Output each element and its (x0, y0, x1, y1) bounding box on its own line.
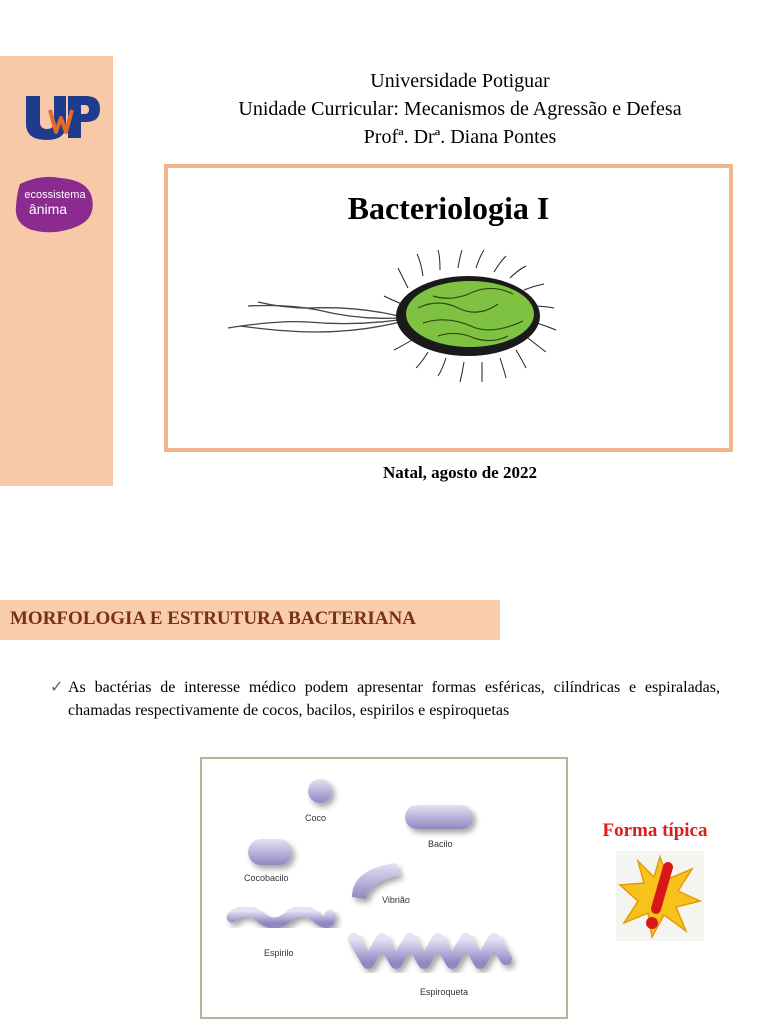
bullet-item (50, 676, 720, 722)
cocobacilo-shape (248, 839, 292, 865)
warning-exclamation-icon (616, 851, 704, 941)
vibriao-shape (352, 863, 400, 899)
label-coco: Coco (305, 813, 327, 823)
bacilo-shape (405, 805, 473, 829)
institution-name: Universidade Potiguar (370, 70, 550, 92)
bacterium-illustration (218, 248, 578, 388)
anima-text-line2: ânima (28, 201, 68, 217)
callout-title: Forma típica (602, 820, 708, 841)
title-frame (164, 164, 733, 452)
label-espirilo: Espirilo (264, 948, 294, 958)
slide-title: Bacteriologia I (347, 190, 550, 226)
morphology-figure (200, 757, 568, 1019)
anima-text-line1: ecossistema (24, 189, 86, 201)
course-name: Unidade Curricular: Mecanismos de Agressão e Defesa (238, 98, 682, 120)
header-block (180, 67, 740, 151)
espirilo-shape (232, 911, 330, 923)
morphology-slide (0, 512, 768, 1024)
espiroqueta-shape (354, 939, 506, 963)
anima-logo-icon (14, 174, 96, 234)
checkmark-icon: ✓ (50, 679, 64, 696)
section-title: MORFOLOGIA E ESTRUTURA BACTERIANA (10, 608, 416, 629)
label-espiroqueta: Espiroqueta (420, 987, 469, 997)
section-header (0, 600, 500, 640)
coco-shape (308, 779, 332, 803)
bullet-text: As bactérias de interesse médico podem apresentar formas esféricas, cilíndricas e espiraladas, chamadas respectivamente de cocos, bacilos, espirilos e espiroquetas (68, 679, 720, 719)
label-cocobacilo: Cocobacilo (244, 873, 289, 883)
label-vibriao: Vibrião (382, 895, 410, 905)
date-location: Natal, agosto de 2022 (383, 463, 537, 482)
unp-logo-icon (24, 92, 102, 142)
label-bacilo: Bacilo (428, 839, 453, 849)
professor-name: Profª. Drª. Diana Pontes (363, 126, 557, 148)
